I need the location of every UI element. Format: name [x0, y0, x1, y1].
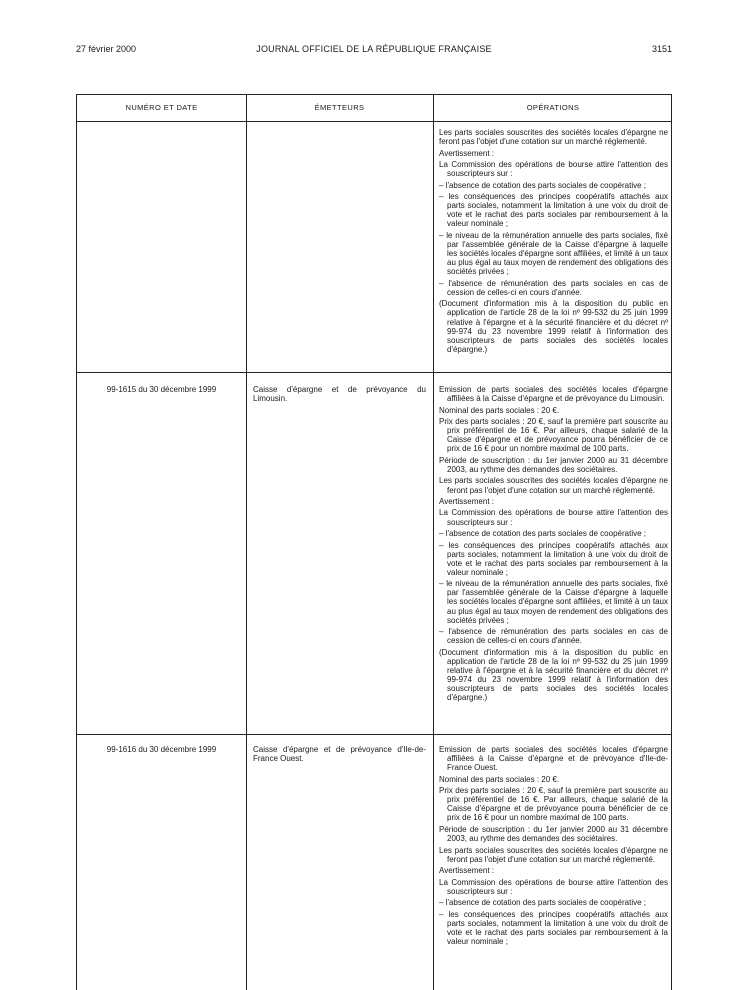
operation-paragraph: Période de souscription : du 1er janvier 2000 au 31 décembre 2003, au rythme des demandes des sociétaires.: [439, 455, 668, 474]
operation-paragraph: – le niveau de la rémunération annuelle des parts sociales, fixé par l'assemblée générale de la Caisse d'épargne à laquelle les sociétés locales d'épargne sont affiliées, et limité à un taux au plus égal au taux moyen de rendement des obligations des sociétés privées ;: [439, 230, 668, 277]
table-header: [77, 95, 671, 122]
operation-paragraph: (Document d'information mis à la disposition du public en application de l'article 28 de la loi nº 99-532 du 25 juin 1999 relative à l'épargne et à la sécurité financière et du décret nº 99-974 du 23 novembre 1999 relatif à l'information des souscripteurs de parts sociales des sociétés locales d'épargne.): [439, 647, 668, 703]
running-head: [76, 42, 672, 56]
operation-paragraph: Prix des parts sociales : 20 €, sauf la première part souscrite au prix préférentiel de 16 €. Par ailleurs, chaque salarié de la Caisse d'épargne et de prévoyance pourra bénéficier de ce prix de 16 € pour un nombre maximal de 100 parts.: [439, 786, 668, 823]
row-separator: [77, 372, 671, 373]
operation-paragraph: (Document d'information mis à la disposition du public en application de l'article 28 de la loi nº 99-532 du 25 juin 1999 relative à l'épargne et à la sécurité financière et du décret nº 99-974 du 23 novembre 1999 relatif à l'information des souscripteurs de parts sociales des sociétés locales d'épargne.): [439, 299, 668, 354]
operation-paragraph: Nominal des parts sociales : 20 €.: [439, 405, 560, 415]
operation-paragraph: – le niveau de la rémunération annuelle des parts sociales, fixé par l'assemblée générale de la Caisse d'épargne à laquelle les sociétés locales d'épargne sont affiliées, et limité à un taux au plus égal au taux moyen de rendement des obligations des sociétés privées ;: [439, 579, 668, 625]
operation-paragraph: Avertissement :: [439, 496, 494, 506]
operation-paragraph: Avertissement :: [439, 866, 494, 876]
operations-cell: [439, 385, 668, 705]
operation-paragraph: – l'absence de cotation des parts sociales de coopérative ;: [439, 898, 646, 908]
operation-paragraph: Emission de parts sociales des sociétés locales d'épargne affiliées à la Caisse d'épargne et de prévoyance du Limousin.: [439, 385, 668, 404]
operation-paragraph: – l'absence de cotation des parts sociales de coopérative ;: [439, 180, 646, 190]
operation-paragraph: La Commission des opérations de bourse attire l'attention des souscripteurs sur :: [439, 508, 668, 527]
row-separator: [77, 734, 671, 735]
operation-paragraph: Les parts sociales souscrites des sociétés locales d'épargne ne feront pas l'objet d'une cotation sur un marché réglementé.: [439, 476, 668, 495]
issue-date: 27 février 2000: [76, 44, 137, 54]
operation-paragraph: – l'absence de cotation des parts sociales de coopérative ;: [439, 529, 646, 539]
column-divider: [433, 95, 434, 990]
operation-paragraph: Nominal des parts sociales : 20 €.: [439, 774, 560, 784]
operation-paragraph: Les parts sociales souscrites des sociétés locales d'épargne ne feront pas l'objet d'une cotation sur un marché réglementé.: [439, 845, 668, 864]
operations-cell: [439, 745, 668, 948]
operation-paragraph: – les conséquences des principes coopératifs attachés aux parts sociales, notamment la limitation à une voix du droit de vote et le rachat des parts sociales par remboursement à la valeur nominale ;: [439, 192, 668, 229]
operations-table: [76, 94, 672, 990]
operation-paragraph: La Commission des opérations de bourse attire l'attention des souscripteurs sur :: [439, 160, 668, 179]
header-emetteurs: ÉMETTEURS: [314, 103, 365, 112]
operation-paragraph: Avertissement :: [439, 148, 494, 158]
operation-paragraph: – les conséquences des principes coopératifs attachés aux parts sociales, notamment la limitation à une voix du droit de vote et le rachat des parts sociales par remboursement à la valeur nominale ;: [439, 540, 668, 577]
header-operations: OPÉRATIONS: [526, 103, 580, 112]
emetteur-cell: Caisse d'épargne et de prévoyance du Limousin.: [253, 385, 426, 404]
operation-paragraph: Emission de parts sociales des sociétés locales d'épargne affiliées à la Caisse d'épargne et de prévoyance d'Ile-de-France Ouest.: [439, 745, 668, 773]
operation-paragraph: – les conséquences des principes coopératifs attachés aux parts sociales, notamment la limitation à une voix du droit de vote et le rachat des parts sociales par remboursement à la valeur nominale ;: [439, 909, 668, 946]
numero-date-cell: 99-1615 du 30 décembre 1999: [106, 385, 217, 394]
operation-paragraph: – l'absence de rémunération des parts sociales en cas de cession de celles-ci en cours d'année.: [439, 627, 668, 646]
operations-cell-continued: [439, 128, 668, 356]
operation-paragraph: Prix des parts sociales : 20 €, sauf la première part souscrite au prix préférentiel de 16 €. Par ailleurs, chaque salarié de la Caisse d'épargne et de prévoyance pourra bénéficier de ce prix de 16 € pour un nombre maximal de 100 parts.: [439, 417, 668, 454]
operation-paragraph: – l'absence de rémunération des parts sociales en cas de cession de celles-ci en cours d'année.: [439, 278, 668, 297]
publication-title: JOURNAL OFFICIEL DE LA RÉPUBLIQUE FRANÇAISE: [256, 44, 492, 54]
emetteur-cell: Caisse d'épargne et de prévoyance d'Ile-de-France Ouest.: [253, 745, 426, 764]
page-number: 3151: [651, 44, 672, 54]
header-numero-date: NUMÉRO ET DATE: [125, 103, 198, 112]
column-divider: [246, 95, 247, 990]
operation-paragraph: La Commission des opérations de bourse attire l'attention des souscripteurs sur :: [439, 877, 668, 896]
numero-date-cell: 99-1616 du 30 décembre 1999: [106, 745, 217, 754]
operation-paragraph: Les parts sociales souscrites des sociétés locales d'épargne ne feront pas l'objet d'une cotation sur un marché réglementé.: [439, 128, 668, 147]
operation-paragraph: Période de souscription : du 1er janvier 2000 au 31 décembre 2003, au rythme des demandes des sociétaires.: [439, 824, 668, 844]
